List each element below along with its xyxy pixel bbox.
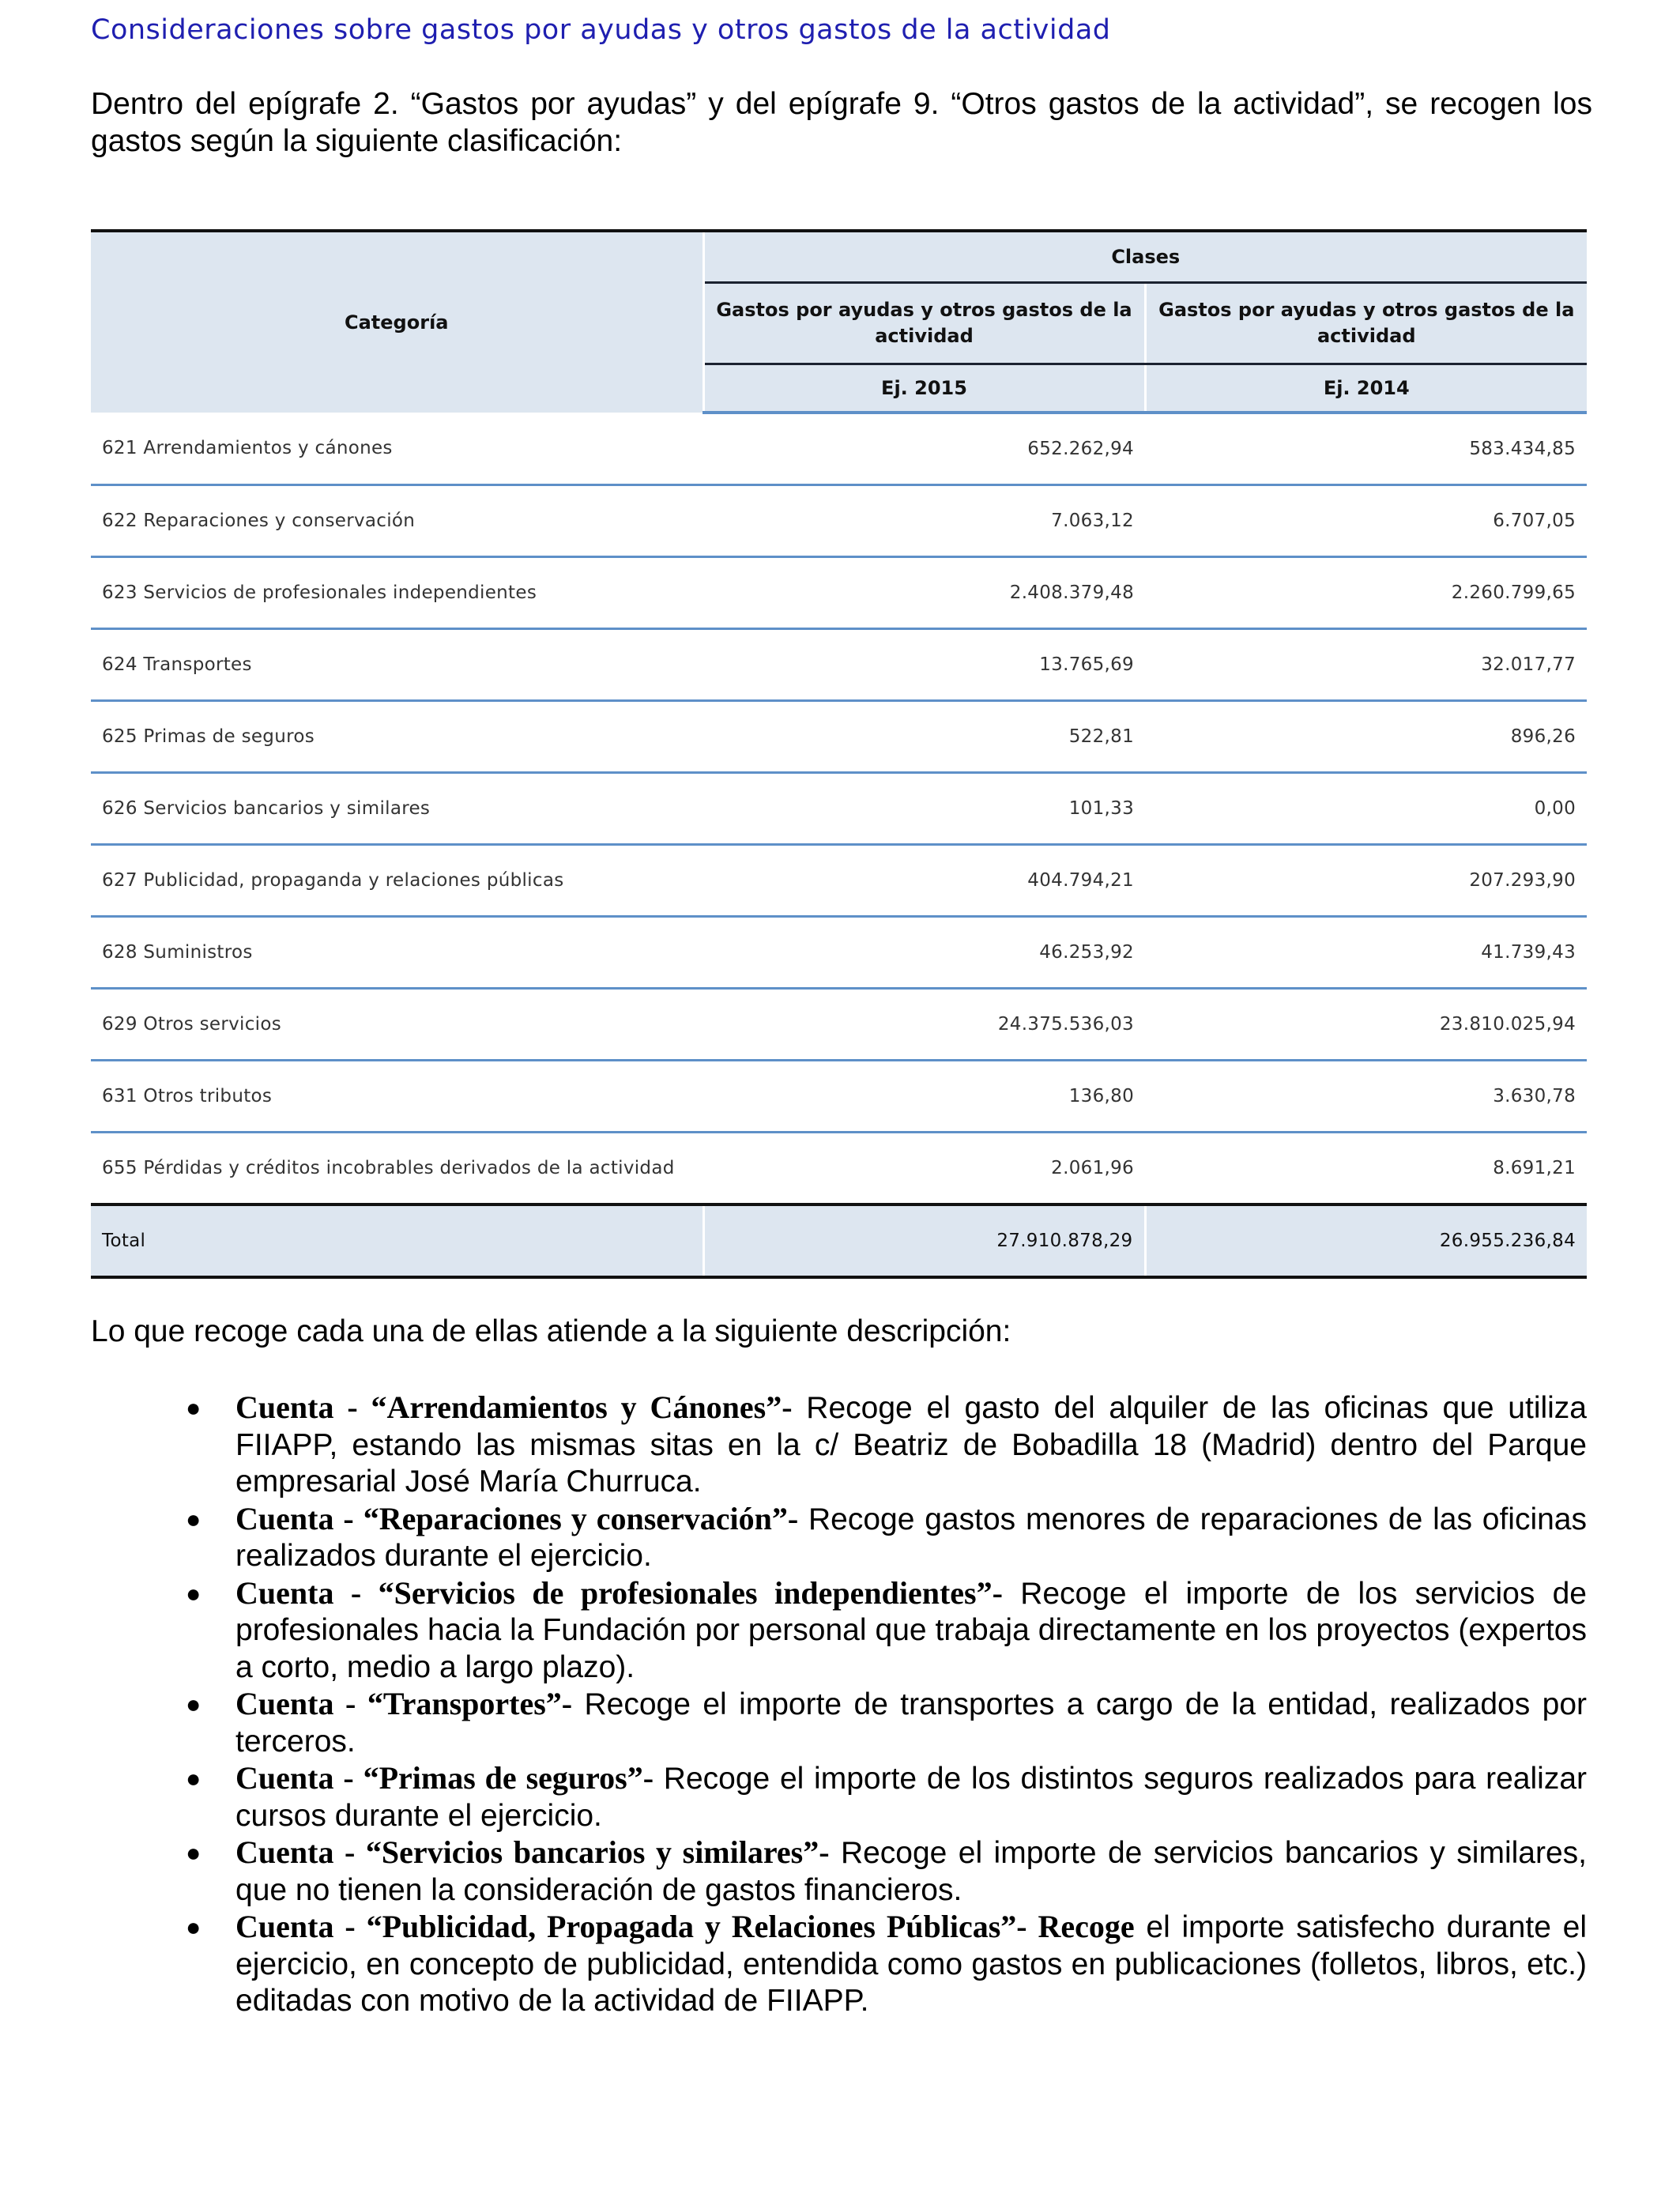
category-cell: 628 Suministros (91, 917, 703, 989)
account-list-item (186, 1834, 1587, 1909)
category-cell: 625 Primas de seguros (91, 701, 703, 773)
category-cell: 624 Transportes (91, 629, 703, 701)
table-row (91, 701, 1587, 773)
table-row (91, 485, 1587, 557)
value-2014-cell: 896,26 (1145, 701, 1587, 773)
total-row (91, 1204, 1587, 1277)
category-cell: 631 Otros tributos (91, 1061, 703, 1133)
year-header-2015: Ej. 2015 (703, 364, 1145, 413)
account-description: Recoge el gasto del alquiler de las oficinas que utiliza FIIAPP, estando las mismas sitas en la c/ Beatriz de Bobadilla 18 (Madrid) dentro del Parque empresarial José María Churruca. (235, 1391, 1587, 1498)
column-header-2014: Gastos por ayudas y otros gastos de la actividad (1145, 283, 1587, 364)
value-2014-cell: 207.293,90 (1145, 845, 1587, 917)
account-list-item (186, 1574, 1587, 1687)
value-2015-cell: 46.253,92 (703, 917, 1145, 989)
value-2014-cell: 0,00 (1145, 773, 1587, 845)
value-2014-cell: 6.707,05 (1145, 485, 1587, 557)
value-2015-cell: 522,81 (703, 701, 1145, 773)
column-header-2015: Gastos por ayudas y otros gastos de la actividad (703, 283, 1145, 364)
account-name: Cuenta - “Primas de seguros”- (235, 1760, 654, 1796)
account-description: Recoge el importe de los distintos seguros realizados para realizar cursos durante el ejercicio. (235, 1762, 1587, 1833)
bullet-icon: ● (186, 1578, 202, 1608)
table-row (91, 1133, 1587, 1205)
table-body (91, 413, 1587, 1204)
table-row (91, 773, 1587, 845)
value-2015-cell: 13.765,69 (703, 629, 1145, 701)
table-row (91, 917, 1587, 989)
value-2014-cell: 3.630,78 (1145, 1061, 1587, 1133)
table-row (91, 989, 1587, 1061)
account-description: Recoge gastos menores de reparaciones de las oficinas realizados durante el ejercicio. (235, 1502, 1587, 1573)
value-2015-cell: 652.262,94 (703, 413, 1145, 485)
value-2015-cell: 7.063,12 (703, 485, 1145, 557)
description-intro: Lo que recoge cada una de ellas atiende a la siguiente descripción: (91, 1314, 1011, 1348)
account-list-item (186, 1686, 1587, 1760)
value-2015-cell: 24.375.536,03 (703, 989, 1145, 1061)
account-list-item (186, 1909, 1587, 2020)
account-list-item (186, 1389, 1587, 1501)
value-2015-cell: 2.061,96 (703, 1133, 1145, 1205)
value-2014-cell: 32.017,77 (1145, 629, 1587, 701)
account-description: el importe satisfecho durante el ejercicio, en concepto de publicidad, entendida como gastos en publicaciones (folletos, libros, etc.) editadas con motivo de la actividad de FIIAPP. (235, 1910, 1587, 2018)
table-row (91, 845, 1587, 917)
category-cell: 627 Publicidad, propaganda y relaciones públicas (91, 845, 703, 917)
bullet-icon: ● (186, 1838, 202, 1867)
bullet-icon: ● (186, 1913, 202, 1941)
year-header-2014: Ej. 2014 (1145, 364, 1587, 413)
value-2014-cell: 2.260.799,65 (1145, 557, 1587, 629)
value-2015-cell: 404.794,21 (703, 845, 1145, 917)
account-list-item (186, 1500, 1587, 1575)
account-description: Recoge el importe de los servicios de profesionales hacia la Fundación por personal que trabaja directamente en los proyectos (expertos a corto, medio a largo plazo). (235, 1576, 1587, 1684)
category-cell: 629 Otros servicios (91, 989, 703, 1061)
account-name: Cuenta - “Reparaciones y conservación”- (235, 1500, 799, 1536)
category-cell: 626 Servicios bancarios y similares (91, 773, 703, 845)
value-2015-cell: 136,80 (703, 1061, 1145, 1133)
total-2014: 26.955.236,84 (1145, 1204, 1587, 1277)
value-2015-cell: 2.408.379,48 (703, 557, 1145, 629)
account-name: Cuenta - “Arrendamientos y Cánones”- (235, 1389, 793, 1425)
value-2014-cell: 23.810.025,94 (1145, 989, 1587, 1061)
account-name: Cuenta - “Servicios bancarios y similares”- (235, 1834, 830, 1870)
bullet-icon: ● (186, 1393, 202, 1422)
table-row (91, 557, 1587, 629)
total-label: Total (91, 1204, 703, 1277)
category-cell: 622 Reparaciones y conservación (91, 485, 703, 557)
value-2014-cell: 583.434,85 (1145, 413, 1587, 485)
account-name: Cuenta - “Publicidad, Propagada y Relaciones Públicas”- Recoge (235, 1909, 1135, 1944)
account-list-item (186, 1760, 1587, 1834)
table-row (91, 629, 1587, 701)
account-description: Recoge el importe de servicios bancarios y similares, que no tienen la consideración de gastos financieros. (235, 1836, 1587, 1907)
category-cell: 655 Pérdidas y créditos incobrables derivados de la actividad (91, 1133, 703, 1205)
table-row (91, 1061, 1587, 1133)
category-cell: 623 Servicios de profesionales independientes (91, 557, 703, 629)
intro-paragraph: Dentro del epígrafe 2. “Gastos por ayudas” y del epígrafe 9. “Otros gastos de la actividad”, se recogen los gastos según la siguiente clasificación: (91, 87, 1592, 158)
bullet-icon: ● (186, 1764, 202, 1793)
total-2015: 27.910.878,29 (703, 1204, 1145, 1277)
table-row (91, 413, 1587, 485)
value-2014-cell: 8.691,21 (1145, 1133, 1587, 1205)
bullet-icon: ● (186, 1690, 202, 1718)
section-title: Consideraciones sobre gastos por ayudas y otros gastos de la actividad (91, 14, 1111, 46)
bullet-icon: ● (186, 1504, 202, 1533)
accounts-list (0, 1389, 1680, 2020)
value-2015-cell: 101,33 (703, 773, 1145, 845)
category-cell: 621 Arrendamientos y cánones (91, 413, 703, 485)
account-name: Cuenta - “Servicios de profesionales independientes”- (235, 1574, 1003, 1611)
category-header: Categoría (91, 231, 703, 413)
classes-header: Clases (703, 231, 1587, 283)
account-name: Cuenta - “Transportes”- (235, 1686, 573, 1721)
expenses-table (91, 229, 1587, 1279)
value-2014-cell: 41.739,43 (1145, 917, 1587, 989)
account-description: Recoge el importe de transportes a cargo de la entidad, realizados por terceros. (235, 1687, 1587, 1759)
